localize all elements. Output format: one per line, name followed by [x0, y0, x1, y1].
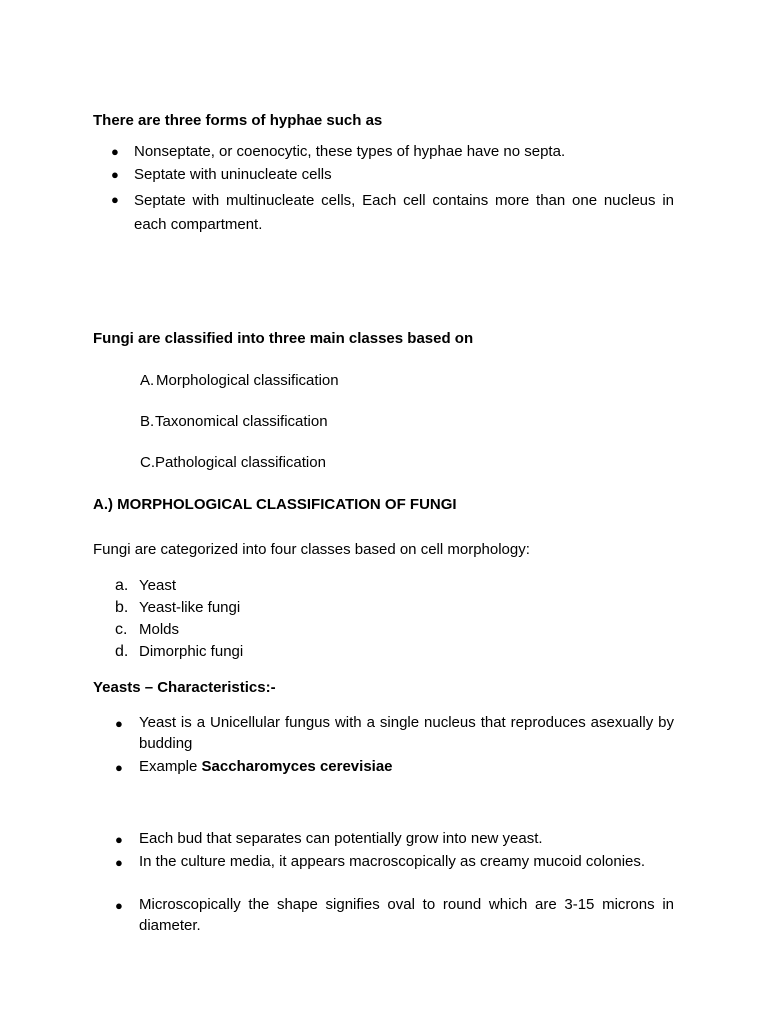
morph-marker-d: d.: [115, 643, 129, 660]
bullet-icon: ●: [111, 167, 119, 182]
yeast-item-culture: In the culture media, it appears macroscopically as creamy mucoid colonies.: [139, 853, 646, 870]
morph-item-yeast: Yeast: [139, 577, 176, 594]
class-marker-a: A.: [140, 372, 155, 389]
hyphae-item-3: Septate with multinucleate cells, Each cell contains more than one nucleus in each compartment.: [134, 192, 674, 233]
class-item-c: Pathological classification: [155, 454, 326, 471]
morph-item-molds: Molds: [139, 621, 180, 638]
bullet-icon: ●: [115, 855, 123, 870]
morph-marker-a: a.: [115, 577, 129, 594]
example-species: Saccharomyces cerevisiae: [201, 758, 393, 775]
bullet-icon: ●: [115, 760, 123, 775]
bullet-icon: ●: [115, 832, 123, 847]
morph-intro: Fungi are categorized into four classes based on cell morphology:: [93, 541, 530, 558]
yeast-item-bud: Each bud that separates can potentially grow into new yeast.: [139, 830, 543, 847]
class-item-b: Taxonomical classification: [155, 413, 328, 430]
class-marker-c: C.: [140, 454, 155, 471]
morph-item-yeast-like: Yeast-like fungi: [139, 599, 241, 616]
morph-item-dimorphic: Dimorphic fungi: [139, 643, 244, 660]
yeasts-heading: Yeasts – Characteristics:-: [93, 679, 276, 696]
yeast-item-microscopic: Microscopically the shape signifies oval to round which are 3-15 microns in diameter.: [139, 896, 674, 934]
morph-heading: A.) MORPHOLOGICAL CLASSIFICATION OF FUNGI: [93, 496, 457, 513]
morph-marker-b: b.: [115, 599, 129, 616]
morph-marker-c: c.: [115, 621, 128, 638]
hyphae-item-2: Septate with uninucleate cells: [134, 166, 332, 183]
yeast-item-1: Yeast is a Unicellular fungus with a single nucleus that reproduces asexually by budding: [139, 714, 674, 752]
bullet-icon: ●: [111, 192, 119, 207]
bullet-icon: ●: [115, 898, 123, 913]
bullet-icon: ●: [115, 716, 123, 731]
yeast-item-example: [139, 756, 393, 778]
example-prefix: Example: [139, 758, 202, 775]
hyphae-heading: There are three forms of hyphae such as: [93, 112, 383, 129]
class-marker-b: B.: [140, 413, 155, 430]
classes-heading: Fungi are classified into three main classes based on: [93, 330, 474, 347]
class-item-a: Morphological classification: [156, 372, 339, 389]
hyphae-item-1: Nonseptate, or coenocytic, these types of hyphae have no septa.: [134, 143, 566, 160]
bullet-icon: ●: [111, 144, 119, 159]
